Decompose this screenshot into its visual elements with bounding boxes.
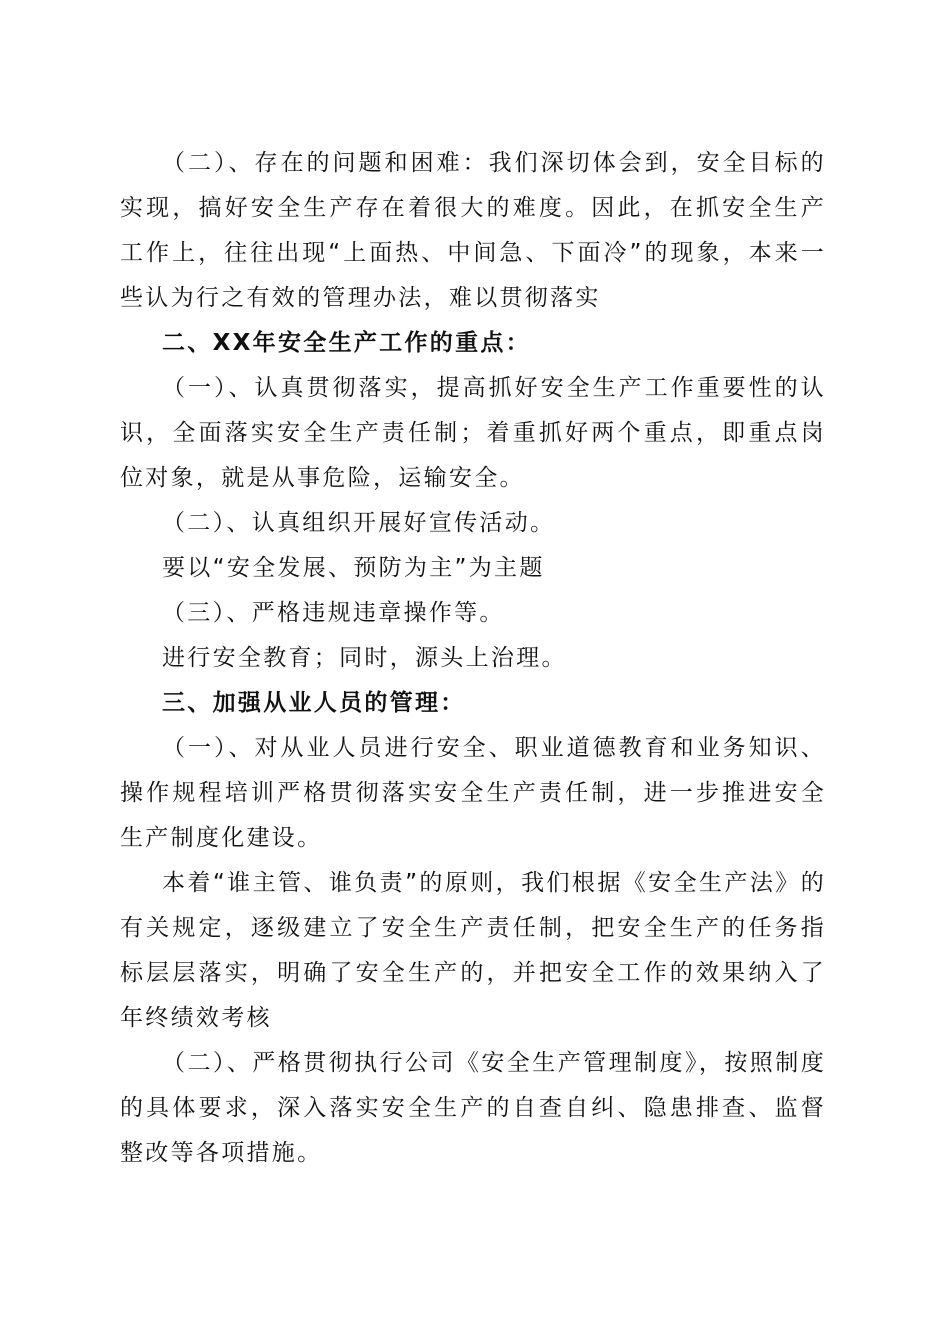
paragraph-2-1: （一）、认真贯彻落实，提高抓好安全生产工作重要性的认识，全面落实安全生产责任制；着重抓好两个重点，即重点岗位对象，就是从事危险，运输安全。 (120, 375, 826, 491)
paragraph-2-3-detail: 进行安全教育；同时，源头上治理。 (162, 645, 567, 671)
paragraph-problems: （二）、存在的问题和困难：我们深切体会到，安全目标的实现，搞好安全生产存在着很大的难度。因此，在抓安全生产工作上，往往出现“上面热、中间急、下面冷”的现象，本来一些认为行之有效的管理办法，难以贯彻落实 (120, 150, 826, 311)
paragraph-2-2: （二）、认真组织开展好宣传活动。 (162, 510, 556, 536)
paragraph-3-1: （一）、对从业人员进行安全、职业道德教育和业务知识、操作规程培训严格贯彻落实安全生产责任制，进一步推进安全生产制度化建设。 (120, 735, 826, 851)
paragraph-3-1-detail: 本着“谁主管、谁负责”的原则，我们根据《安全生产法》的有关规定，逐级建立了安全生产责任制，把安全生产的任务指标层层落实，明确了安全生产的，并把安全工作的效果纳入了年终绩效考核 (120, 870, 826, 1031)
paragraph-2-3: （三）、严格违规违章操作等。 (162, 600, 505, 626)
paragraph-3-2: （二）、严格贯彻执行公司《安全生产管理制度》，按照制度的具体要求，深入落实安全生产的自查自纠、隐患排查、监督整改等各项措施。 (120, 1050, 826, 1166)
document-body (120, 141, 826, 1176)
paragraph-2-2-theme: 要以“安全发展、预防为主”为主题 (162, 555, 545, 581)
heading-section-2: 二、XX年安全生产工作的重点： (162, 330, 531, 356)
heading-section-3: 三、加强从业人员的管理： (162, 690, 466, 716)
